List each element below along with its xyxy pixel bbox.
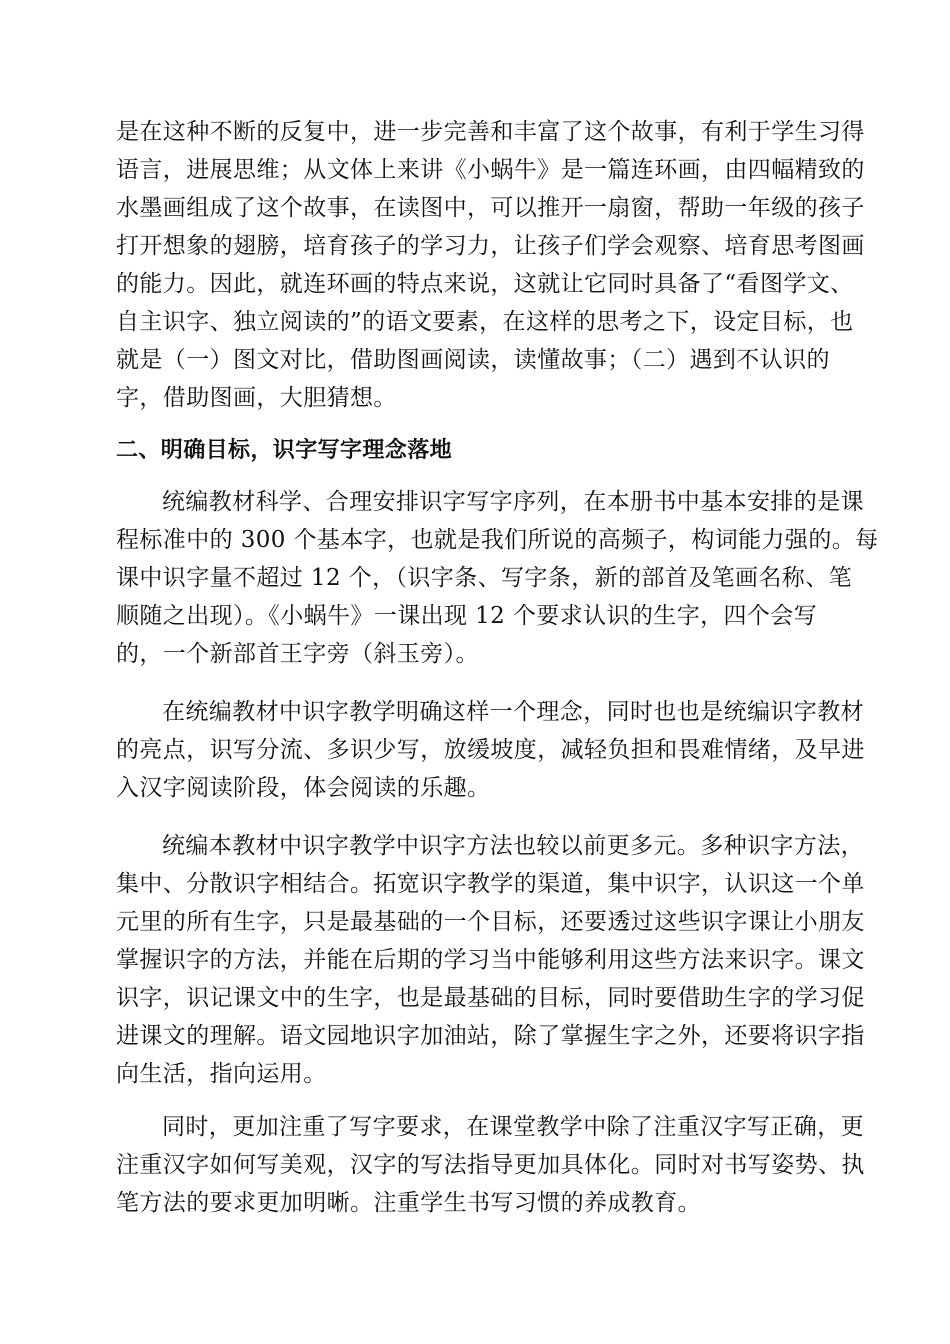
text-line: 自主识字、独立阅读的”的语文要素，在这样的思考之下，设定目标，也 xyxy=(116,309,854,335)
text-line: 水墨画组成了这个故事，在读图中，可以推开一扇窗，帮助一年级的孩子 xyxy=(116,195,865,221)
section-heading-text: 二、明确目标，识字写字理念落地 xyxy=(116,438,453,463)
text-line: 课中识字量不超过 12 个，（识字条、写字条，新的部首及笔画名称、笔 xyxy=(116,565,852,591)
text-line: 入汉字阅读阶段，体会阅读的乐趣。 xyxy=(116,775,491,801)
text-line: 向生活，指向运用。 xyxy=(116,1061,327,1087)
paragraph-continuation xyxy=(116,113,865,417)
text-line: 识字，识记课文中的生字，也是最基础的目标，同时要借助生字的学习促 xyxy=(116,985,865,1011)
text-line: 字，借助图画，大胆猜想。 xyxy=(116,385,397,411)
text-line: 统编教材科学、合理安排识字写字序列，在本册书中基本安排的是课 xyxy=(162,489,864,515)
text-line: 注重汉字如何写美观，汉字的写法指导更加具体化。同时对书写姿势、执 xyxy=(116,1152,865,1178)
text-line: 掌握识字的方法，并能在后期的学习当中能够利用这些方法来识字。课文 xyxy=(116,947,865,973)
paragraph-literacy-methods xyxy=(116,827,865,1093)
section-heading xyxy=(116,432,836,470)
text-line: 集中、分散识字相结合。拓宽识字教学的渠道，集中识字，认识这一个单 xyxy=(116,871,865,897)
text-line: 顺随之出现）。《小蜗牛》一课出现 12 个要求认识的生字，四个会写 xyxy=(116,603,818,629)
text-line: 元里的所有生字，只是最基础的一个目标，还要透过这些识字课让小朋友 xyxy=(116,909,865,935)
paragraph-literacy-concept xyxy=(116,693,865,807)
text-line: 进课文的理解。语文园地识字加油站，除了掌握生字之外，还要将识字指 xyxy=(116,1023,865,1049)
text-line: 的，一个新部首王字旁（斜玉旁）。 xyxy=(116,641,479,667)
text-line: 统编本教材中识字教学中识字方法也较以前更多元。多种识字方法， xyxy=(162,833,864,859)
paragraph-writing-requirements xyxy=(116,1108,865,1222)
text-line: 的能力。因此，就连环画的特点来说，这就让它同时具备了“看图学文、 xyxy=(116,271,854,297)
text-line: 就是（一）图文对比，借助图画阅读，读懂故事；（二）遇到不认识的 xyxy=(116,347,830,373)
text-line: 的亮点，识写分流、多识少写，放缓坡度，减轻负担和畏难情绪，及早进 xyxy=(116,737,865,763)
text-line: 语言，进展思维；从文体上来讲《小蜗牛》是一篇连环画，由四幅精致的 xyxy=(116,157,865,183)
text-line: 是在这种不断的反复中，进一步完善和丰富了这个故事，有利于学生习得 xyxy=(116,119,865,145)
paragraph-literacy-sequence xyxy=(116,483,879,673)
text-line: 打开想象的翅膀，培育孩子的学习力，让孩子们学会观察、培育思考图画 xyxy=(116,233,865,259)
text-line: 在统编教材中识字教学明确这样一个理念，同时也也是统编识字教材 xyxy=(162,699,864,725)
text-line: 同时，更加注重了写字要求，在课堂教学中除了注重汉字写正确，更 xyxy=(162,1114,864,1140)
text-line: 程标准中的 300 个基本字，也就是我们所说的高频子，构词能力强的。每 xyxy=(116,527,879,553)
text-line: 笔方法的要求更加明晰。注重学生书写习惯的养成教育。 xyxy=(116,1190,701,1216)
